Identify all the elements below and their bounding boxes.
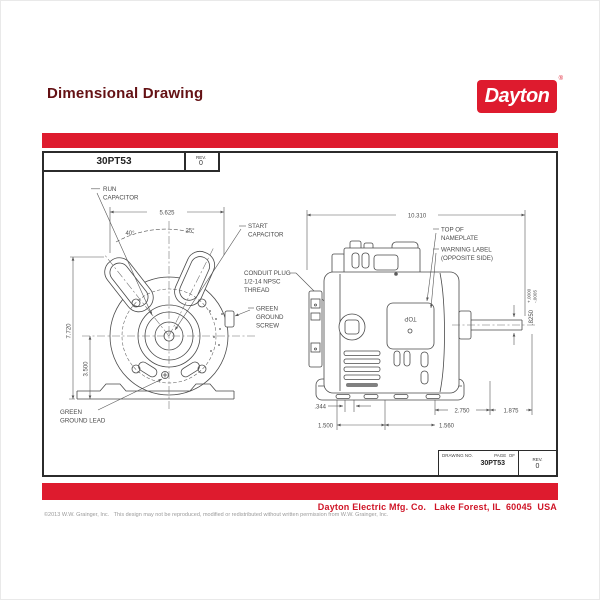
front-view-line-art: [77, 221, 256, 409]
side-view-line-art: [309, 241, 536, 400]
drawing-no-label: DRAWING NO.: [442, 452, 473, 458]
dim-centerline-height: 3.500: [83, 361, 90, 377]
label-ground-lead-2: GROUND LEAD: [60, 417, 106, 425]
ground-screw-boss: [225, 311, 234, 327]
label-nameplate-1: TOP OF: [441, 226, 464, 234]
registered-mark-icon: ®: [558, 76, 563, 82]
dim-foot-slot-offset: .344: [314, 404, 326, 411]
page-of-label: PAGE OF: [494, 452, 515, 458]
nameplate-top-marking: TOP: [404, 315, 417, 321]
label-nameplate-2: NAMEPLATE: [441, 235, 479, 242]
label-start-capacitor-1: START: [248, 223, 268, 230]
conduit-plug: [339, 314, 365, 340]
drawing-frame: [42, 151, 558, 477]
dim-shaft-b: 1.875: [503, 408, 519, 415]
dim-angle-right: 25°: [185, 228, 195, 235]
page-title: Dimensional Drawing: [47, 85, 204, 102]
dim-shaft-diameter: .8250: [529, 309, 535, 325]
dim-angle-left: 40°: [125, 231, 135, 237]
label-ground-screw-2: GROUND: [256, 314, 284, 321]
dim-tolerance-plus: +.0000: [526, 288, 532, 303]
label-ground-screw-1: GREEN: [256, 305, 279, 313]
dim-foot-spacing-a: 1.500: [317, 423, 333, 430]
bottom-red-bar: [42, 483, 558, 500]
label-conduit-plug-2: 1/2-14 NPSC: [244, 278, 281, 286]
rev-label: REV.: [195, 155, 207, 160]
part-number-box: 30PT53: [44, 153, 186, 172]
dim-width: 5.625: [159, 210, 175, 217]
dayton-logo-text: Dayton: [484, 85, 550, 107]
top-red-bar: [42, 133, 558, 148]
label-run-capacitor-1: RUN: [103, 186, 117, 193]
label-warning-2: (OPPOSITE SIDE): [441, 255, 493, 262]
tb-rev-label: REV.: [532, 456, 543, 462]
dimensional-drawing-svg: [44, 153, 556, 475]
tb-rev-value: 0: [535, 462, 540, 470]
label-run-capacitor-2: CAPACITOR: [103, 194, 139, 202]
dim-overall-height: 7.720: [66, 323, 73, 339]
title-block: [438, 450, 556, 475]
shaft-diameter-tolerance: [527, 288, 538, 325]
copyright-notice: ©2013 W.W. Grainger, Inc. This design may not be reproduced, modified or redistributed without written permission from W.W. Grainger, Inc.: [44, 512, 389, 518]
rev-value: 0: [199, 160, 203, 167]
dim-shaft-a: 2.750: [454, 408, 470, 415]
dayton-logo: [477, 76, 563, 113]
company-address: Dayton Electric Mfg. Co. Lake Forest, IL 60045 USA: [317, 502, 557, 512]
dim-overall-length: 10.310: [407, 213, 427, 220]
label-start-capacitor-2: CAPACITOR: [248, 231, 284, 239]
title-block-rev: [519, 451, 556, 475]
title-block-left: [439, 451, 519, 475]
dim-foot-spacing-b: 1.560: [439, 423, 455, 430]
dim-tolerance-minus: -.0005: [532, 289, 538, 303]
label-ground-screw-3: SCREW: [256, 322, 280, 330]
drawing-no-value: 30PT53: [480, 459, 505, 467]
label-ground-lead-1: GREEN: [60, 409, 83, 416]
label-conduit-plug-1: CONDUIT PLUG: [244, 270, 291, 277]
label-conduit-plug-3: THREAD: [244, 287, 270, 294]
label-warning-1: WARNING LABEL: [441, 246, 492, 254]
